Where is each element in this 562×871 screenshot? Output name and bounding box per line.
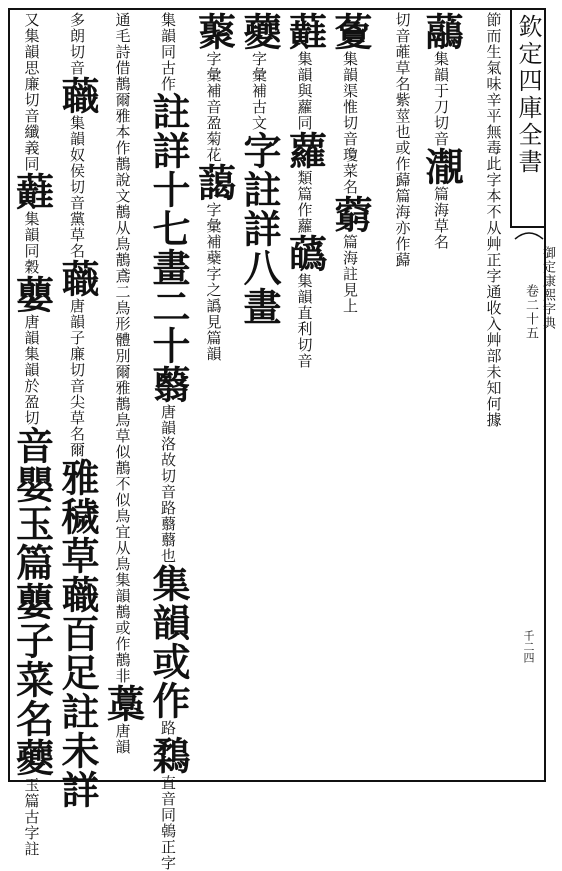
headword: 蘳 <box>9 172 55 211</box>
headword: 雅穢草蘵百足註未詳 <box>55 458 100 809</box>
text-column <box>6 12 55 857</box>
headword: 蘵 <box>55 76 100 115</box>
definition-text: 玉篇古字註 <box>22 777 41 857</box>
definition-text: 篇海註見上 <box>341 234 359 314</box>
headword: 蘡 <box>9 275 55 314</box>
text-column <box>279 12 328 782</box>
text-column <box>370 12 416 782</box>
definition-text: 唐韻子廉切音尖草名爾 <box>68 298 86 458</box>
headword: 蘷 <box>237 12 282 51</box>
headword: 藑 <box>328 12 373 51</box>
definition-text: 篇海草名 <box>432 186 450 250</box>
definition-text: 草名紫莖也或作 <box>393 60 412 172</box>
text-column <box>51 12 100 809</box>
definition-text: 篇海亦作 <box>393 188 412 252</box>
definition-text: 鵫 <box>159 823 177 839</box>
headword: 㵾 <box>419 147 464 186</box>
headword: 字註詳八畫 <box>237 131 282 326</box>
text-column <box>188 12 237 782</box>
headword: 鶔 <box>146 736 191 775</box>
headword: 蘤 <box>282 234 328 273</box>
book-title: 欽定四庫全書 <box>514 14 542 176</box>
definition-text: 字彙補音盈菊花 <box>204 51 223 163</box>
text-column <box>324 12 373 782</box>
definition-text: 直音同 <box>159 775 177 823</box>
headword: 虉 <box>419 12 464 51</box>
definition-text: 切音 <box>393 12 412 44</box>
bracket-ornament <box>514 230 544 240</box>
headword: 蘿 <box>282 131 328 170</box>
definition-text: 唐韻集韻於盈切 <box>22 314 41 426</box>
definition-text: 唐韻洛故切音路 <box>159 404 177 516</box>
dictionary-title: 御定康熙字典 <box>540 246 555 330</box>
definition-text: 集韻與蘿同 <box>295 51 314 131</box>
definition-text: 黨草名 <box>68 211 86 259</box>
definition-text: 集韻同穀 <box>22 211 41 275</box>
text-column <box>233 12 282 782</box>
definition-text: 唐韻 <box>113 723 132 755</box>
definition-text: 路 <box>159 720 177 736</box>
definition-text: 蓶 <box>393 44 412 60</box>
headword: 蘷 <box>9 738 55 777</box>
headword: 藁 <box>100 684 146 723</box>
text-column <box>461 12 507 782</box>
definition-text: 通毛詩借鶄爾雅本作鶄說文鶄从鳥鶄鳶二鳥形體別爾雅鶄鳥草似鶄不似鳥宜从鳥集韻鶄或作鶄非 <box>113 12 132 684</box>
headword: 二十 <box>146 287 191 365</box>
definition-text: 又集韻思廉切音纖義同 <box>22 12 41 172</box>
headword: 蘳 <box>282 12 328 51</box>
headword: 音嬰玉篇蘡子菜名 <box>9 426 55 738</box>
definition-text: 集韻直利切音 <box>295 273 314 369</box>
headword: 藂 <box>191 12 237 51</box>
header-divider <box>510 226 546 228</box>
headword: 蘵 <box>55 259 100 298</box>
definition-text: 蘙也 <box>159 532 177 564</box>
headword: 藭 <box>328 195 373 234</box>
definition-text: 正字 <box>159 839 177 871</box>
headword: 蘙 <box>146 365 191 404</box>
text-column <box>142 12 191 871</box>
definition-text: 集韻渠惟切音瓊菜名 <box>341 51 359 195</box>
definition-text: 多朗切音 <box>68 12 86 76</box>
definition-text: 集韻奴侯切音 <box>68 115 86 211</box>
definition-text: 蘬 <box>393 252 412 268</box>
definition-text: 字彙補蘗字之譌見篇韻 <box>204 202 223 362</box>
definition-text: 類篇作蘿 <box>295 170 314 234</box>
definition-text: 集韻同古作 <box>159 12 177 92</box>
volume-label: 卷二十五 <box>523 284 538 340</box>
headword: 藹 <box>191 163 237 202</box>
definition-text: 集韻于刀切音 <box>432 51 450 147</box>
headword: 集韻或作 <box>146 564 191 720</box>
definition-text: 節而生氣味辛平無毒此字本不从艸正字通收入艸部未知何據 <box>484 12 503 428</box>
definition-text: 蘙 <box>159 516 177 532</box>
definition-text: 字彙補古文 <box>250 51 268 131</box>
page-number: 千二四 <box>522 630 535 663</box>
definition-text: 蘬 <box>393 172 412 188</box>
headword: 註詳十七畫 <box>146 92 191 287</box>
text-column <box>415 12 464 782</box>
text-column <box>97 12 146 782</box>
